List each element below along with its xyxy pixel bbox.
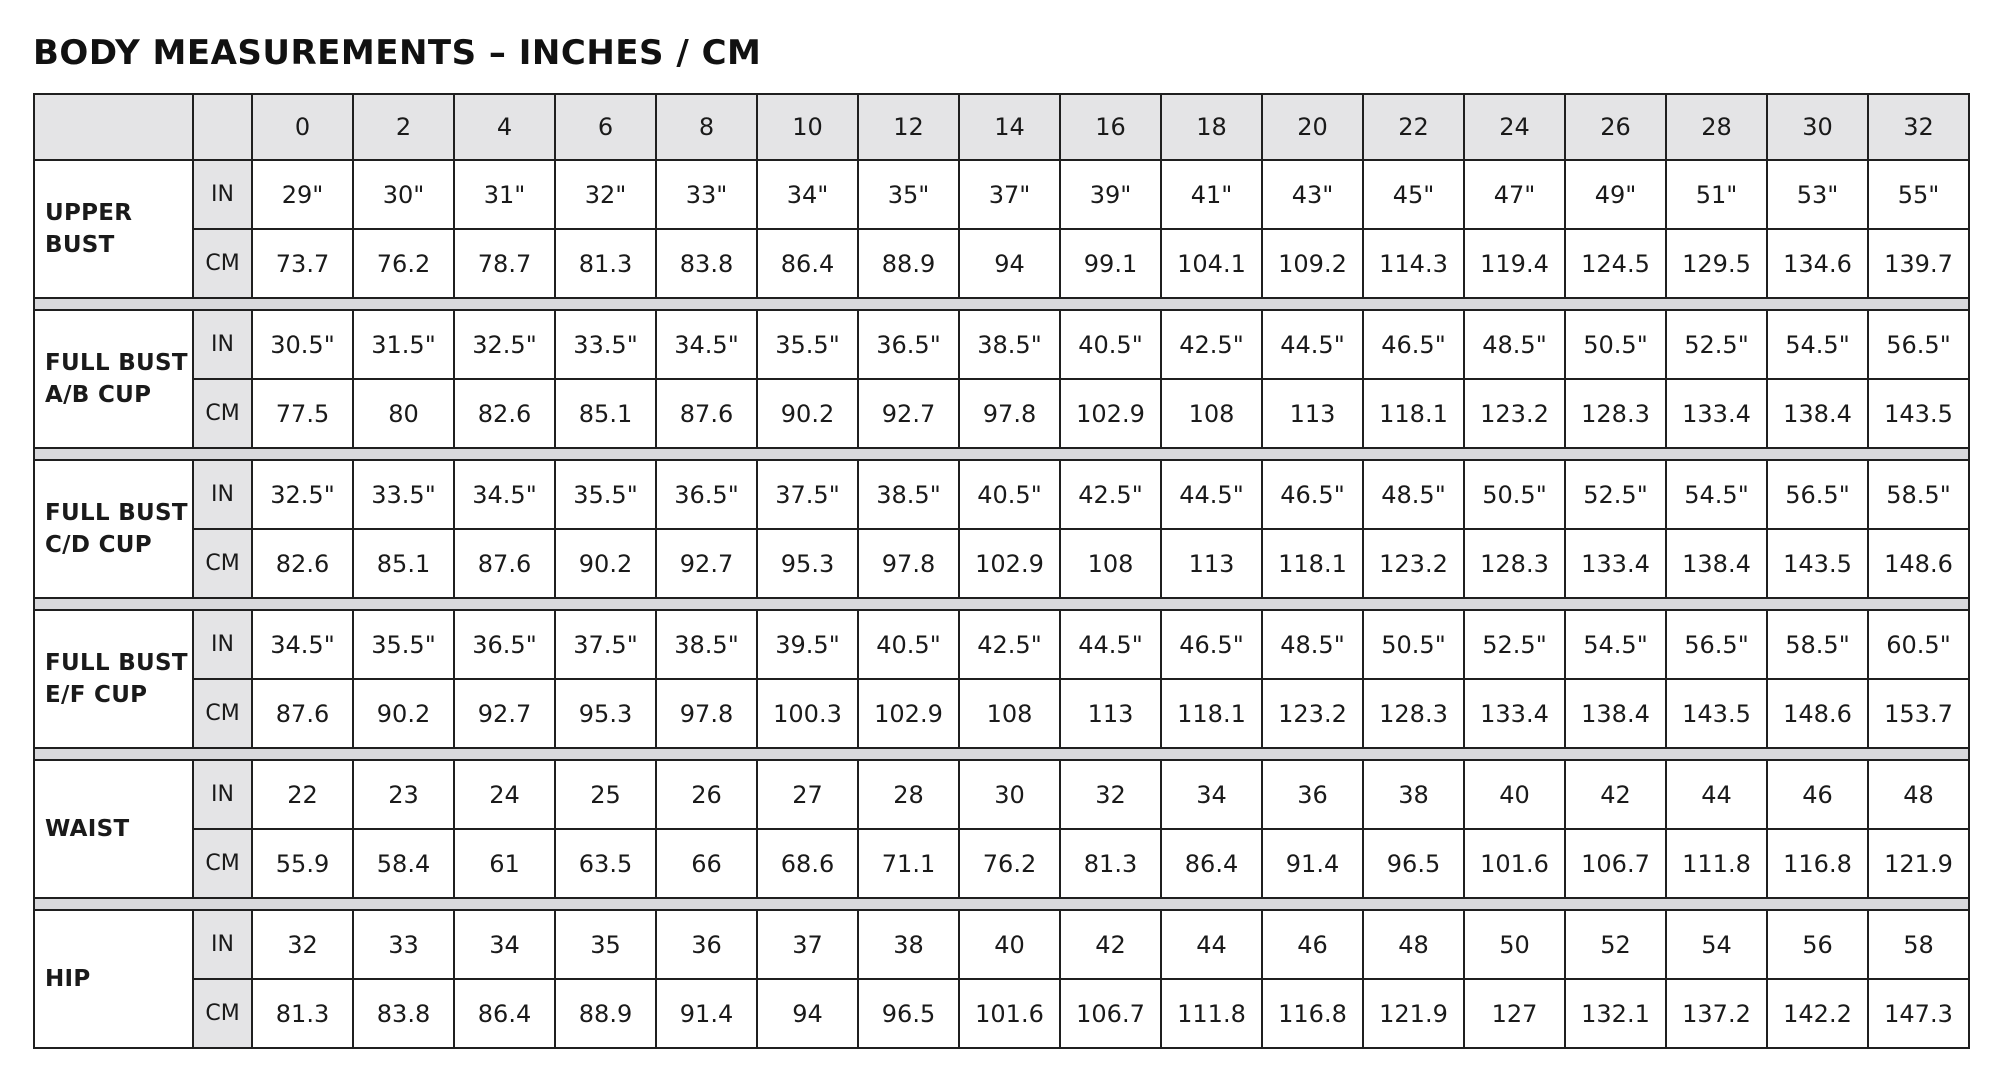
measurement-value-cell: 58.5" xyxy=(1767,610,1868,679)
measurement-value-cell: 37 xyxy=(757,910,858,979)
measurement-value-cell: 35.5" xyxy=(757,310,858,379)
measurement-value-cell: 54 xyxy=(1666,910,1767,979)
measurement-value-cell: 40.5" xyxy=(959,460,1060,529)
measurement-value-cell: 31.5" xyxy=(353,310,454,379)
measurement-value-cell: 95.3 xyxy=(757,529,858,598)
measurement-value-cell: 27 xyxy=(757,760,858,829)
measurement-value-cell: 143.5 xyxy=(1666,679,1767,748)
measurement-value-cell: 40 xyxy=(1464,760,1565,829)
measurement-value-cell: 32.5" xyxy=(252,460,353,529)
measurement-value-cell: 44 xyxy=(1666,760,1767,829)
measurement-value-cell: 83.8 xyxy=(353,979,454,1048)
measurement-value-cell: 148.6 xyxy=(1767,679,1868,748)
measurement-value-cell: 23 xyxy=(353,760,454,829)
measurement-value-cell: 82.6 xyxy=(454,379,555,448)
measurement-value-cell: 49" xyxy=(1565,160,1666,229)
unit-label-in: IN xyxy=(193,910,252,979)
measurement-value-cell: 88.9 xyxy=(858,229,959,298)
measurement-value-cell: 78.7 xyxy=(454,229,555,298)
measurement-value-cell: 132.1 xyxy=(1565,979,1666,1048)
measurement-value-cell: 97.8 xyxy=(656,679,757,748)
measurement-value-cell: 46.5" xyxy=(1161,610,1262,679)
measurement-value-cell: 43" xyxy=(1262,160,1363,229)
measurement-value-cell: 36.5" xyxy=(454,610,555,679)
measurement-value-cell: 61 xyxy=(454,829,555,898)
measurement-value-cell: 50 xyxy=(1464,910,1565,979)
measurement-value-cell: 56 xyxy=(1767,910,1868,979)
measurement-value-cell: 85.1 xyxy=(555,379,656,448)
measurement-value-cell: 139.7 xyxy=(1868,229,1969,298)
measurement-value-cell: 32 xyxy=(1060,760,1161,829)
size-header-cell: 22 xyxy=(1363,94,1464,160)
measurement-value-cell: 42 xyxy=(1565,760,1666,829)
measurement-row-cm xyxy=(34,979,1969,1048)
measurement-value-cell: 37.5" xyxy=(555,610,656,679)
measurement-value-cell: 36.5" xyxy=(656,460,757,529)
measurement-value-cell: 53" xyxy=(1767,160,1868,229)
measurement-row-cm xyxy=(34,229,1969,298)
measurement-value-cell: 127 xyxy=(1464,979,1565,1048)
measurement-value-cell: 34 xyxy=(1161,760,1262,829)
measurement-value-cell: 96.5 xyxy=(858,979,959,1048)
measurement-value-cell: 113 xyxy=(1060,679,1161,748)
measurement-value-cell: 63.5 xyxy=(555,829,656,898)
measurement-value-cell: 35.5" xyxy=(353,610,454,679)
measurement-value-cell: 143.5 xyxy=(1868,379,1969,448)
measurement-value-cell: 124.5 xyxy=(1565,229,1666,298)
measurement-value-cell: 134.6 xyxy=(1767,229,1868,298)
measurement-value-cell: 108 xyxy=(1060,529,1161,598)
header-corner-cell xyxy=(34,94,193,160)
measurement-value-cell: 39.5" xyxy=(757,610,858,679)
measurement-value-cell: 55" xyxy=(1868,160,1969,229)
measurement-value-cell: 37" xyxy=(959,160,1060,229)
measurement-value-cell: 85.1 xyxy=(353,529,454,598)
measurement-value-cell: 40.5" xyxy=(1060,310,1161,379)
measurement-value-cell: 42 xyxy=(1060,910,1161,979)
measurement-value-cell: 97.8 xyxy=(959,379,1060,448)
measurement-value-cell: 47" xyxy=(1464,160,1565,229)
measurement-value-cell: 34" xyxy=(757,160,858,229)
measurement-value-cell: 92.7 xyxy=(656,529,757,598)
measurement-value-cell: 88.9 xyxy=(555,979,656,1048)
unit-label-cm: CM xyxy=(193,829,252,898)
size-header-cell: 2 xyxy=(353,94,454,160)
measurement-value-cell: 87.6 xyxy=(656,379,757,448)
measurement-value-cell: 35 xyxy=(555,910,656,979)
measurement-value-cell: 33.5" xyxy=(353,460,454,529)
measurement-value-cell: 148.6 xyxy=(1868,529,1969,598)
size-header-cell: 0 xyxy=(252,94,353,160)
measurement-value-cell: 32" xyxy=(555,160,656,229)
measurement-value-cell: 33.5" xyxy=(555,310,656,379)
measurement-value-cell: 54.5" xyxy=(1666,460,1767,529)
measurement-value-cell: 42.5" xyxy=(1161,310,1262,379)
measurement-value-cell: 128.3 xyxy=(1565,379,1666,448)
measurement-value-cell: 38 xyxy=(858,910,959,979)
measurement-value-cell: 44.5" xyxy=(1262,310,1363,379)
measurement-value-cell: 100.3 xyxy=(757,679,858,748)
measurement-value-cell: 41" xyxy=(1161,160,1262,229)
measurement-value-cell: 34.5" xyxy=(252,610,353,679)
unit-label-cm: CM xyxy=(193,979,252,1048)
measurement-label: FULL BUST A/B CUP xyxy=(34,310,193,448)
measurement-label: WAIST xyxy=(34,760,193,898)
measurement-value-cell: 138.4 xyxy=(1565,679,1666,748)
measurement-value-cell: 34 xyxy=(454,910,555,979)
measurement-value-cell: 153.7 xyxy=(1868,679,1969,748)
measurement-value-cell: 108 xyxy=(1161,379,1262,448)
measurement-value-cell: 94 xyxy=(959,229,1060,298)
size-header-cell: 8 xyxy=(656,94,757,160)
measurement-value-cell: 90.2 xyxy=(353,679,454,748)
measurement-row-cm xyxy=(34,829,1969,898)
measurement-value-cell: 25 xyxy=(555,760,656,829)
measurement-row-in xyxy=(34,760,1969,829)
size-header-cell: 26 xyxy=(1565,94,1666,160)
measurement-value-cell: 51" xyxy=(1666,160,1767,229)
measurement-value-cell: 101.6 xyxy=(1464,829,1565,898)
measurement-value-cell: 32 xyxy=(252,910,353,979)
measurement-value-cell: 36.5" xyxy=(858,310,959,379)
measurement-value-cell: 106.7 xyxy=(1060,979,1161,1048)
measurement-value-cell: 60.5" xyxy=(1868,610,1969,679)
measurement-value-cell: 42.5" xyxy=(1060,460,1161,529)
measurement-value-cell: 94 xyxy=(757,979,858,1048)
measurement-value-cell: 28 xyxy=(858,760,959,829)
measurement-value-cell: 90.2 xyxy=(555,529,656,598)
measurement-value-cell: 86.4 xyxy=(454,979,555,1048)
measurement-value-cell: 58 xyxy=(1868,910,1969,979)
measurement-value-cell: 118.1 xyxy=(1161,679,1262,748)
measurement-value-cell: 82.6 xyxy=(252,529,353,598)
measurement-row-in xyxy=(34,310,1969,379)
measurement-value-cell: 68.6 xyxy=(757,829,858,898)
measurement-value-cell: 56.5" xyxy=(1767,460,1868,529)
measurement-value-cell: 39" xyxy=(1060,160,1161,229)
unit-label-cm: CM xyxy=(193,529,252,598)
measurement-value-cell: 38.5" xyxy=(959,310,1060,379)
group-separator xyxy=(34,448,1969,460)
measurement-value-cell: 133.4 xyxy=(1666,379,1767,448)
measurement-value-cell: 22 xyxy=(252,760,353,829)
measurement-value-cell: 66 xyxy=(656,829,757,898)
measurement-value-cell: 37.5" xyxy=(757,460,858,529)
measurement-value-cell: 44.5" xyxy=(1161,460,1262,529)
measurement-value-cell: 111.8 xyxy=(1666,829,1767,898)
measurement-value-cell: 113 xyxy=(1161,529,1262,598)
size-header-cell: 24 xyxy=(1464,94,1565,160)
measurement-value-cell: 104.1 xyxy=(1161,229,1262,298)
measurement-value-cell: 24 xyxy=(454,760,555,829)
page-title: BODY MEASUREMENTS – INCHES / CM xyxy=(33,33,762,73)
measurement-value-cell: 123.2 xyxy=(1363,529,1464,598)
size-header-cell: 28 xyxy=(1666,94,1767,160)
measurement-value-cell: 77.5 xyxy=(252,379,353,448)
measurement-value-cell: 58.4 xyxy=(353,829,454,898)
group-separator xyxy=(34,298,1969,310)
measurement-value-cell: 83.8 xyxy=(656,229,757,298)
measurement-value-cell: 52 xyxy=(1565,910,1666,979)
measurement-value-cell: 34.5" xyxy=(656,310,757,379)
measurement-value-cell: 36 xyxy=(1262,760,1363,829)
measurement-value-cell: 119.4 xyxy=(1464,229,1565,298)
measurement-row-in xyxy=(34,910,1969,979)
measurement-value-cell: 81.3 xyxy=(252,979,353,1048)
measurement-value-cell: 48 xyxy=(1868,760,1969,829)
measurement-value-cell: 44.5" xyxy=(1060,610,1161,679)
measurement-value-cell: 26 xyxy=(656,760,757,829)
measurement-value-cell: 116.8 xyxy=(1767,829,1868,898)
measurement-value-cell: 128.3 xyxy=(1464,529,1565,598)
measurement-row-in xyxy=(34,460,1969,529)
measurement-value-cell: 48.5" xyxy=(1363,460,1464,529)
size-header-cell: 6 xyxy=(555,94,656,160)
measurement-value-cell: 76.2 xyxy=(959,829,1060,898)
measurement-value-cell: 138.4 xyxy=(1767,379,1868,448)
measurement-value-cell: 87.6 xyxy=(252,679,353,748)
measurement-row-cm xyxy=(34,379,1969,448)
measurement-value-cell: 123.2 xyxy=(1464,379,1565,448)
measurement-value-cell: 121.9 xyxy=(1363,979,1464,1048)
measurement-value-cell: 147.3 xyxy=(1868,979,1969,1048)
size-header-cell: 16 xyxy=(1060,94,1161,160)
size-header-cell: 10 xyxy=(757,94,858,160)
unit-label-in: IN xyxy=(193,460,252,529)
measurement-value-cell: 102.9 xyxy=(858,679,959,748)
unit-label-cm: CM xyxy=(193,229,252,298)
size-header-cell: 12 xyxy=(858,94,959,160)
measurement-value-cell: 54.5" xyxy=(1767,310,1868,379)
measurement-value-cell: 52.5" xyxy=(1464,610,1565,679)
measurement-value-cell: 108 xyxy=(959,679,1060,748)
measurement-value-cell: 116.8 xyxy=(1262,979,1363,1048)
measurement-value-cell: 30.5" xyxy=(252,310,353,379)
unit-label-in: IN xyxy=(193,760,252,829)
measurement-value-cell: 48.5" xyxy=(1262,610,1363,679)
measurement-value-cell: 44 xyxy=(1161,910,1262,979)
measurement-value-cell: 76.2 xyxy=(353,229,454,298)
measurement-value-cell: 129.5 xyxy=(1666,229,1767,298)
measurement-value-cell: 81.3 xyxy=(555,229,656,298)
measurement-row-cm xyxy=(34,529,1969,598)
measurement-value-cell: 138.4 xyxy=(1666,529,1767,598)
measurement-value-cell: 86.4 xyxy=(757,229,858,298)
measurement-value-cell: 111.8 xyxy=(1161,979,1262,1048)
size-header-cell: 20 xyxy=(1262,94,1363,160)
measurement-value-cell: 36 xyxy=(656,910,757,979)
measurement-label: HIP xyxy=(34,910,193,1048)
measurement-value-cell: 32.5" xyxy=(454,310,555,379)
size-header-cell: 14 xyxy=(959,94,1060,160)
measurement-value-cell: 58.5" xyxy=(1868,460,1969,529)
measurement-value-cell: 35" xyxy=(858,160,959,229)
group-separator xyxy=(34,898,1969,910)
measurement-row-in xyxy=(34,610,1969,679)
measurement-value-cell: 101.6 xyxy=(959,979,1060,1048)
measurement-value-cell: 142.2 xyxy=(1767,979,1868,1048)
measurement-value-cell: 133.4 xyxy=(1565,529,1666,598)
measurement-value-cell: 40.5" xyxy=(858,610,959,679)
measurement-value-cell: 91.4 xyxy=(656,979,757,1048)
unit-label-in: IN xyxy=(193,310,252,379)
measurement-value-cell: 81.3 xyxy=(1060,829,1161,898)
measurement-value-cell: 30" xyxy=(353,160,454,229)
measurement-value-cell: 118.1 xyxy=(1363,379,1464,448)
size-header-row xyxy=(34,94,1969,160)
measurement-value-cell: 96.5 xyxy=(1363,829,1464,898)
measurement-value-cell: 52.5" xyxy=(1565,460,1666,529)
measurement-value-cell: 34.5" xyxy=(454,460,555,529)
measurement-value-cell: 40 xyxy=(959,910,1060,979)
group-separator xyxy=(34,748,1969,760)
measurement-value-cell: 90.2 xyxy=(757,379,858,448)
measurement-value-cell: 87.6 xyxy=(454,529,555,598)
size-header-cell: 4 xyxy=(454,94,555,160)
size-header-cell: 32 xyxy=(1868,94,1969,160)
unit-label-cm: CM xyxy=(193,379,252,448)
measurement-value-cell: 30 xyxy=(959,760,1060,829)
unit-label-cm: CM xyxy=(193,679,252,748)
measurement-value-cell: 102.9 xyxy=(959,529,1060,598)
measurement-value-cell: 92.7 xyxy=(858,379,959,448)
measurement-value-cell: 86.4 xyxy=(1161,829,1262,898)
measurement-label: FULL BUST E/F CUP xyxy=(34,610,193,748)
measurement-value-cell: 106.7 xyxy=(1565,829,1666,898)
measurement-row-in xyxy=(34,160,1969,229)
measurement-value-cell: 54.5" xyxy=(1565,610,1666,679)
measurement-value-cell: 92.7 xyxy=(454,679,555,748)
measurement-value-cell: 45" xyxy=(1363,160,1464,229)
unit-label-in: IN xyxy=(193,160,252,229)
measurement-value-cell: 48 xyxy=(1363,910,1464,979)
measurement-value-cell: 48.5" xyxy=(1464,310,1565,379)
measurement-value-cell: 73.7 xyxy=(252,229,353,298)
measurement-value-cell: 38.5" xyxy=(858,460,959,529)
measurement-value-cell: 121.9 xyxy=(1868,829,1969,898)
measurement-value-cell: 102.9 xyxy=(1060,379,1161,448)
measurement-value-cell: 46 xyxy=(1767,760,1868,829)
measurement-value-cell: 109.2 xyxy=(1262,229,1363,298)
measurement-value-cell: 31" xyxy=(454,160,555,229)
measurement-value-cell: 38 xyxy=(1363,760,1464,829)
unit-label-in: IN xyxy=(193,610,252,679)
measurement-value-cell: 114.3 xyxy=(1363,229,1464,298)
measurement-value-cell: 50.5" xyxy=(1565,310,1666,379)
measurement-value-cell: 46 xyxy=(1262,910,1363,979)
measurement-value-cell: 35.5" xyxy=(555,460,656,529)
measurement-value-cell: 46.5" xyxy=(1262,460,1363,529)
measurement-value-cell: 71.1 xyxy=(858,829,959,898)
size-chart-table xyxy=(33,93,1970,1049)
measurement-value-cell: 80 xyxy=(353,379,454,448)
measurement-value-cell: 99.1 xyxy=(1060,229,1161,298)
measurement-value-cell: 56.5" xyxy=(1868,310,1969,379)
measurement-value-cell: 50.5" xyxy=(1464,460,1565,529)
size-header-cell: 18 xyxy=(1161,94,1262,160)
measurement-label: FULL BUST C/D CUP xyxy=(34,460,193,598)
measurement-value-cell: 38.5" xyxy=(656,610,757,679)
measurement-value-cell: 46.5" xyxy=(1363,310,1464,379)
measurement-value-cell: 113 xyxy=(1262,379,1363,448)
measurement-value-cell: 55.9 xyxy=(252,829,353,898)
group-separator xyxy=(34,598,1969,610)
header-unit-cell xyxy=(193,94,252,160)
measurement-value-cell: 123.2 xyxy=(1262,679,1363,748)
measurement-value-cell: 97.8 xyxy=(858,529,959,598)
measurement-value-cell: 52.5" xyxy=(1666,310,1767,379)
measurement-row-cm xyxy=(34,679,1969,748)
measurement-value-cell: 33 xyxy=(353,910,454,979)
measurement-value-cell: 137.2 xyxy=(1666,979,1767,1048)
measurement-value-cell: 128.3 xyxy=(1363,679,1464,748)
size-header-cell: 30 xyxy=(1767,94,1868,160)
measurement-value-cell: 133.4 xyxy=(1464,679,1565,748)
measurement-value-cell: 29" xyxy=(252,160,353,229)
measurement-value-cell: 95.3 xyxy=(555,679,656,748)
measurement-value-cell: 56.5" xyxy=(1666,610,1767,679)
measurement-value-cell: 50.5" xyxy=(1363,610,1464,679)
measurement-value-cell: 42.5" xyxy=(959,610,1060,679)
measurement-value-cell: 143.5 xyxy=(1767,529,1868,598)
measurement-value-cell: 33" xyxy=(656,160,757,229)
measurement-value-cell: 118.1 xyxy=(1262,529,1363,598)
measurement-label: UPPER BUST xyxy=(34,160,193,298)
measurement-value-cell: 91.4 xyxy=(1262,829,1363,898)
